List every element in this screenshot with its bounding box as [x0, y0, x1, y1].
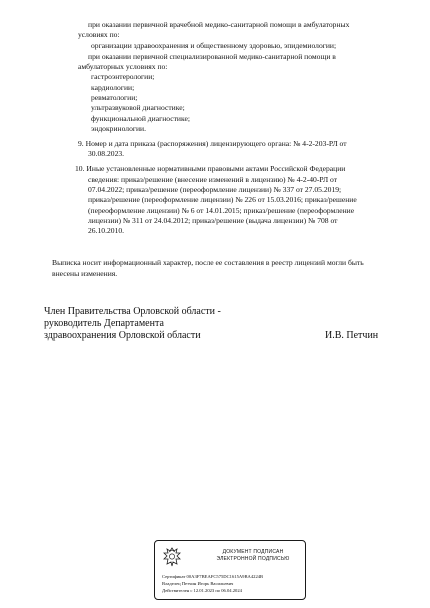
service-item: кардиологии; — [91, 83, 135, 92]
other-info-line: 07.04.2022; приказ/решение (переоформление лицензии) № 337 от 27.05.2019; — [88, 185, 342, 194]
other-info-line: лицензии) № 311 от 24.04.2012; приказ/решение (выдача лицензии) № 708 от — [88, 216, 338, 225]
licence-text-line: организации здравоохранения и общественному здоровью, эпидемиологии; — [91, 41, 337, 50]
stamp-validity: Действителен с 12.01.2023 по 06.04.2024 — [162, 588, 242, 593]
order-number-line: 9. Номер и дата приказа (распоряжения) лицензирующего органа: № 4-2-203-РЛ от — [78, 139, 347, 148]
electronic-signature-stamp — [154, 540, 306, 600]
service-item: гастроэнтерологии; — [91, 72, 155, 81]
service-item: функциональной диагностике; — [91, 114, 190, 123]
other-info-line: сведения: приказ/решение (внесение изменений в лицензию) № 4-2-40-РЛ от — [88, 175, 338, 184]
signatory-name: И.В. Петчин — [325, 330, 379, 341]
registry-notice-line: Выписка носит информационный характер, после ее составления в реестр лицензий могли быть — [52, 258, 364, 267]
licence-text-line: при оказании первичной врачебной медико-санитарной помощи в амбулаторных — [88, 20, 350, 29]
other-info-line: (переоформление лицензии) № 6 от 14.01.2015; приказ/решение (переоформление — [88, 206, 355, 215]
other-info-line: 10. Иные установленные нормативными правовыми актами Российской Федерации — [75, 164, 346, 173]
stamp-title: ДОКУМЕНТ ПОДПИСАН — [222, 549, 284, 555]
coat-of-arms-icon — [161, 546, 183, 568]
signatory-position: Член Правительства Орловской области - — [44, 306, 221, 317]
stamp-title: ЭЛЕКТРОННОЙ ПОДПИСЬЮ — [216, 556, 290, 562]
licence-text-line: при оказании первичной специализированной медико-санитарной помощи в — [88, 52, 336, 61]
service-item: ревматологии; — [91, 93, 138, 102]
service-item: эндокринологии. — [91, 124, 147, 133]
licence-text-line: условиях по: — [78, 30, 120, 39]
licence-text-line: амбулаторных условиях по: — [78, 62, 168, 71]
signatory-position: руководитель Департамента — [44, 318, 164, 329]
other-info-line: 26.10.2010. — [88, 226, 125, 235]
registry-notice-line: внесены изменения. — [52, 269, 118, 278]
order-number-line: 30.08.2023. — [88, 149, 125, 158]
stamp-owner: Владелец Петчин Игорь Васильевич — [162, 581, 234, 586]
stamp-certificate: Сертификат 00A3F7BEAFC575DC1615A9BA4224B — [162, 574, 264, 579]
service-item: ультразвуковой диагностике; — [91, 103, 185, 112]
other-info-line: приказ/решение (переоформление лицензии) № 226 от 15.03.2016; приказ/решение — [88, 195, 357, 204]
signatory-position: здравоохранения Орловской области — [44, 330, 201, 341]
